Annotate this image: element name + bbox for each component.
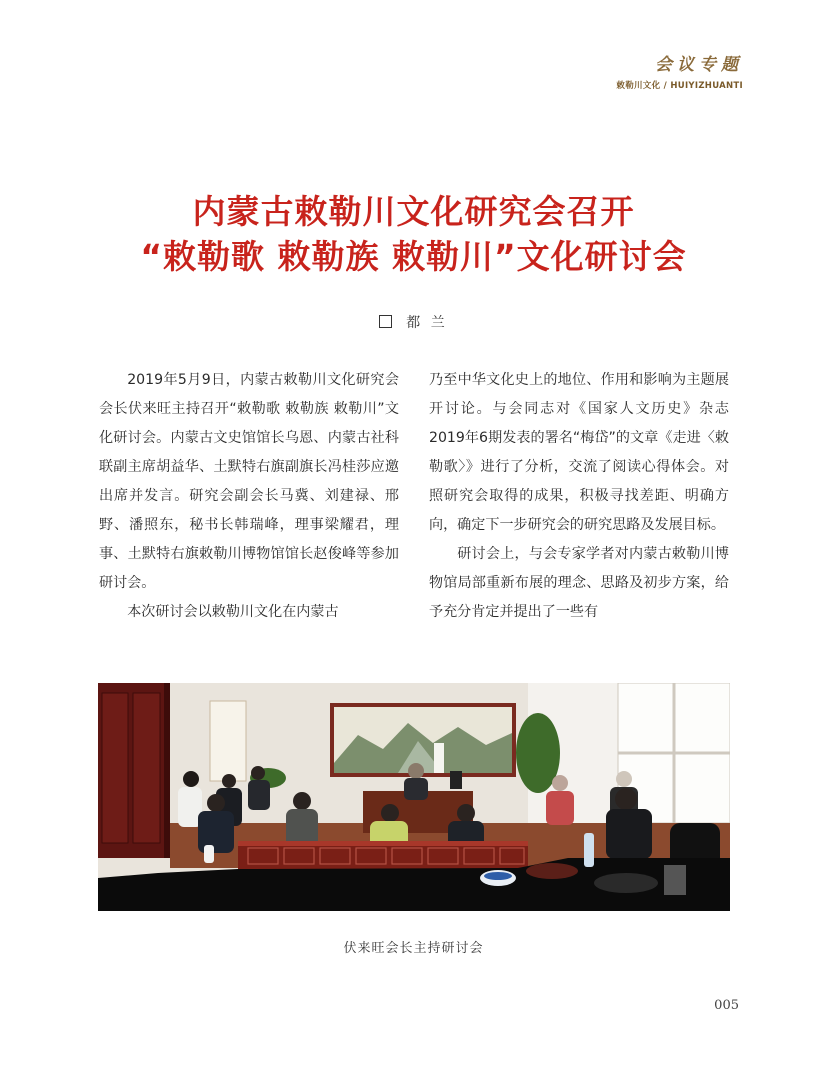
section-title: 会议专题 [655,55,743,75]
paragraph-1: 2019年5月9日，内蒙古敕勒川文化研究会会长伏来旺主持召开“敕勒歌 敕勒族 敕勒川”文化研讨会。内蒙古文史馆馆长乌恩、内蒙古社科联副主席胡益华、土默特右旗副旗长冯桂莎应邀出席并发言。研究会副会长马冀、刘建禄、邢野、潘照东，秘书长韩瑞峰，理事梁耀君，理事、土默特右旗敕勒川博物馆馆长赵俊峰等参加研讨会。 [99,372,399,591]
article-title-line-1: 内蒙古敕勒川文化研究会召开 [192,192,635,231]
author-name: 都 兰 [406,315,448,331]
author-box-icon [379,315,392,328]
text-column-right [429,366,729,627]
paragraph-2-continued: 乃至中华文化史上的地位、作用和影响为主题展开讨论。与会同志对《国家人文历史》杂志2019年6期发表的署名“梅岱”的文章《走进〈敕勒歌〉》进行了分析，交流了阅读心得体会。对照研究会取得的成果，积极寻找差距、明确方向，确定下一步研究会的研究思路及发展目标。 [429,372,729,533]
paragraph-2: 本次研讨会以敕勒川文化在内蒙古 [127,604,339,620]
photo-caption: 伏来旺会长主持研讨会 [343,941,484,956]
author-line [0,312,827,332]
section-header [616,50,743,91]
text-column-left [99,366,399,627]
section-subtitle: 敕勒川文化 / HUIYIZHUANTI [616,81,743,91]
meeting-photo [98,683,730,911]
page-number: 005 [714,998,739,1013]
paragraph-3: 研讨会上，与会专家学者对内蒙古敕勒川博物馆局部重新布展的理念、思路及初步方案，给予充分肯定并提出了一些有 [429,546,729,620]
article-title-line-2: “敕勒歌 敕勒族 敕勒川”文化研讨会 [140,237,687,276]
